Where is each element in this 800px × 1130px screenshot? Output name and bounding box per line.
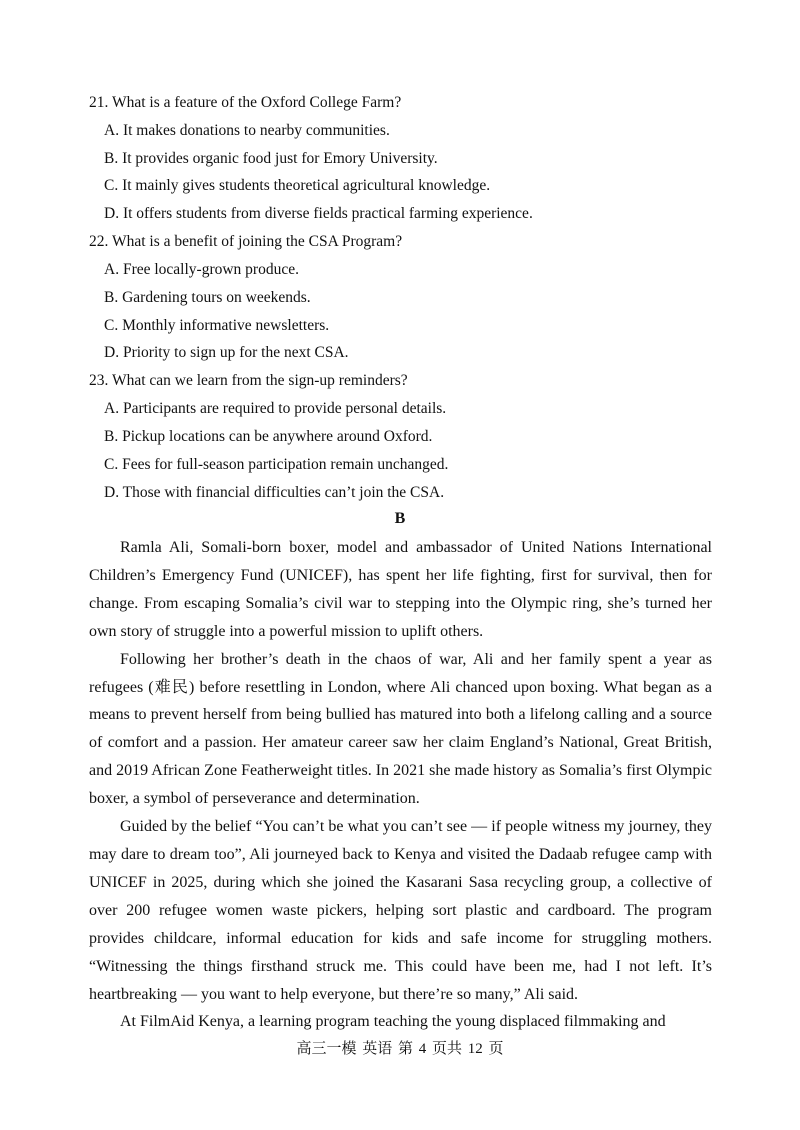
passage-paragraph: At FilmAid Kenya, a learning program teaching the young displaced filmmaking and	[120, 1013, 666, 1031]
question-21-stem: 21. What is a feature of the Oxford College Farm?	[89, 94, 402, 111]
passage-b	[89, 534, 712, 1036]
question-23-option-d: D. Those with financial difficulties can’t join the CSA.	[104, 484, 445, 501]
question-23-option-a: A. Participants are required to provide personal details.	[104, 400, 447, 417]
passage-paragraph: Following her brother’s death in the chaos of war, Ali and her family spent a year as refugees (难民) before resettling in London, where Ali chanced upon boxing. What began as a means to prevent herself from being bullied has matured into both a lifelong calling and a source of comfort and a passion. Her amateur career saw her claim England’s National, Great British, and 2019 African Zone Featherweight titles. In 2021 she made history as Somalia’s first Olympic boxer, a symbol of perseverance and determination.	[89, 650, 712, 808]
passage-paragraph: Guided by the belief “You can’t be what you can’t see — if people witness my journey, they may dare to dream too”, Ali journeyed back to Kenya and visited the Dadaab refugee camp with UNICEF in 2025, during which she joined the Kasarani Sasa recycling group, a collective of over 200 refugee women waste pickers, helping sort plastic and cardboard. The program provides childcare, informal education for kids and safe income for struggling mothers. “Witnessing the things firsthand struck me. This could have been me, had I not left. It’s heartbreaking — you want to help everyone, but there’re so many,” Ali said.	[89, 818, 712, 1003]
page-footer: 高三一模 英语 第 4 页共 12 页	[296, 1041, 504, 1057]
question-22-option-c: C. Monthly informative newsletters.	[104, 317, 330, 334]
passage-paragraph: Ramla Ali, Somali-born boxer, model and ambassador of United Nations International Children’s Emergency Fund (UNICEF), has spent her life fighting, first for survival, then for change. From escaping Somalia’s civil war to stepping into the Olympic ring, she’s turned her own story of struggle into a powerful mission to uplift others.	[89, 539, 712, 640]
question-21-option-a: A. It makes donations to nearby communities.	[104, 122, 390, 139]
question-21-option-c: C. It mainly gives students theoretical agricultural knowledge.	[104, 177, 491, 194]
question-23-option-c: C. Fees for full-season participation remain unchanged.	[104, 456, 449, 473]
question-22-stem: 22. What is a benefit of joining the CSA Program?	[89, 233, 403, 250]
question-21-option-d: D. It offers students from diverse fields practical farming experience.	[104, 205, 533, 222]
question-22-option-a: A. Free locally-grown produce.	[104, 261, 299, 278]
question-21-option-b: B. It provides organic food just for Emory University.	[104, 150, 438, 167]
question-22-option-d: D. Priority to sign up for the next CSA.	[104, 344, 349, 361]
question-23-option-b: B. Pickup locations can be anywhere around Oxford.	[104, 428, 433, 445]
question-23-stem: 23. What can we learn from the sign-up reminders?	[89, 372, 408, 389]
section-b-heading: B	[394, 510, 406, 527]
question-22-option-b: B. Gardening tours on weekends.	[104, 289, 311, 306]
